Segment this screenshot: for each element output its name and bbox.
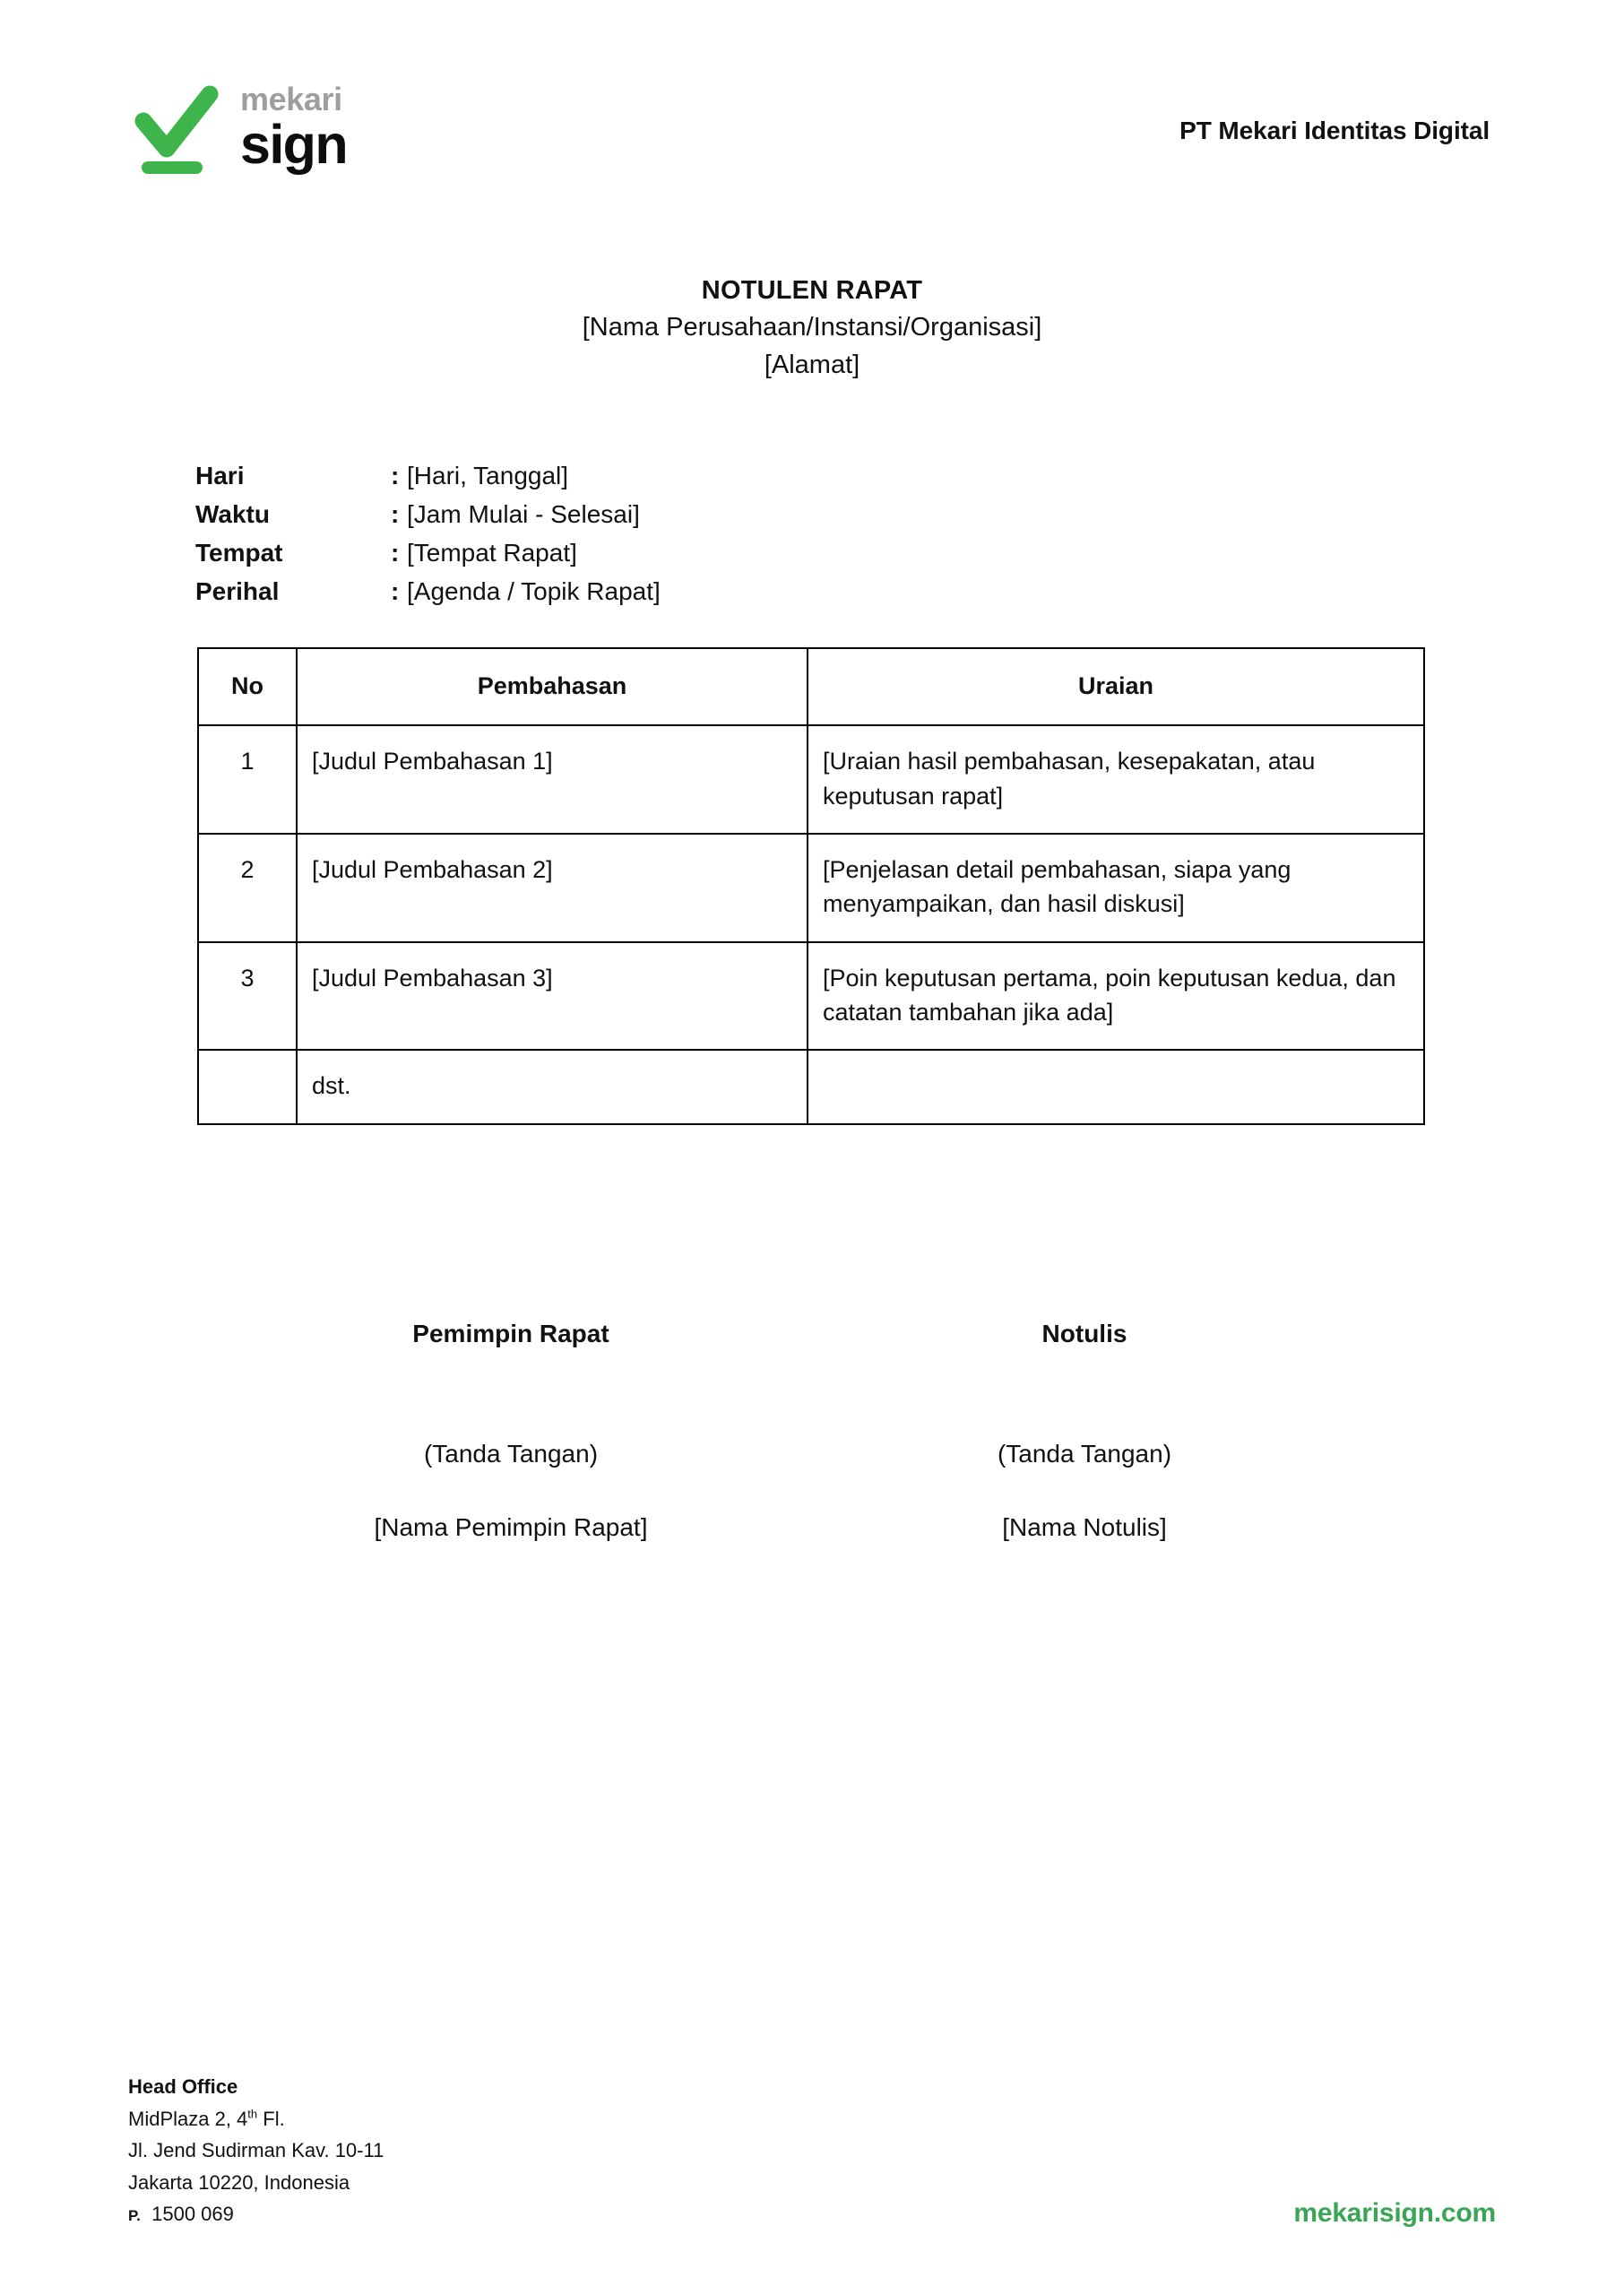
footer-address-line-3: Jakarta 10220, Indonesia (128, 2170, 350, 2194)
footer-address-line-1-post: Fl. (257, 2107, 285, 2130)
footer-address-line-1-pre: MidPlaza 2, 4 (128, 2107, 248, 2130)
table-row (198, 834, 1424, 942)
cell-pembahasan: [Judul Pembahasan 3] (297, 942, 808, 1051)
address-placeholder: [Alamat] (764, 351, 860, 380)
cell-pembahasan: [Judul Pembahasan 2] (297, 834, 808, 942)
footer-address-line-1 (128, 2103, 384, 2135)
signature-name-notulis: [Nama Notulis] (1002, 1512, 1167, 1541)
column-header-no: No (198, 648, 297, 725)
logo-wordmark (240, 82, 347, 177)
page-title: NOTULEN RAPAT (701, 276, 923, 305)
meta-label-perihal: Perihal (195, 577, 280, 605)
footer-office-title: Head Office (128, 2074, 238, 2098)
cell-no: 3 (198, 942, 297, 1051)
table-row (198, 1050, 1424, 1123)
table-row (198, 942, 1424, 1051)
meta-row-hari (195, 462, 1092, 500)
signature-placeholder-pemimpin: (Tanda Tangan) (423, 1440, 599, 1468)
mekari-sign-logo (134, 79, 347, 179)
column-header-uraian: Uraian (808, 648, 1424, 725)
signature-placeholder-notulis: (Tanda Tangan) (997, 1440, 1172, 1468)
meta-label-waktu: Waktu (195, 500, 270, 528)
signature-block-notulis (878, 1318, 1291, 1544)
cell-pembahasan: [Judul Pembahasan 1] (297, 725, 808, 834)
phone-number: 1500 069 (151, 2203, 234, 2226)
meta-label-hari: Hari (195, 462, 245, 489)
logo-word-mekari: mekari (240, 80, 342, 117)
cell-uraian: [Uraian hasil pembahasan, kesepakatan, atau keputusan rapat] (808, 725, 1424, 834)
meta-row-tempat (195, 539, 1092, 577)
meta-colon: : (391, 462, 400, 489)
logo-word-sign: sign (240, 114, 347, 176)
footer-phone (128, 2198, 384, 2230)
meta-colon: : (391, 539, 400, 567)
table-row (198, 725, 1424, 834)
signature-name-pemimpin: [Nama Pemimpin Rapat] (374, 1512, 648, 1541)
meta-colon: : (391, 577, 400, 605)
notulen-table (197, 647, 1425, 1125)
meta-value-hari: [Hari, Tanggal] (407, 462, 569, 489)
green-check-underline-logo (134, 79, 220, 179)
company-name: PT Mekari Identitas Digital (1179, 117, 1490, 144)
cell-no: 2 (198, 834, 297, 942)
cell-pembahasan: dst. (297, 1050, 808, 1123)
phone-label: P. (128, 2207, 141, 2225)
meta-value-tempat: [Tempat Rapat] (407, 539, 577, 567)
signature-role-notulis: Notulis (1041, 1320, 1127, 1347)
signature-role-pemimpin: Pemimpin Rapat (412, 1320, 609, 1347)
cell-uraian (808, 1050, 1424, 1123)
meta-colon: : (391, 500, 400, 528)
meta-value-waktu: [Jam Mulai - Selesai] (407, 500, 640, 528)
column-header-pembahasan: Pembahasan (297, 648, 808, 725)
organization-placeholder: [Nama Perusahaan/Instansi/Organisasi] (582, 313, 1042, 342)
document-header (0, 79, 1624, 195)
footer-address-line-2: Jl. Jend Sudirman Kav. 10-11 (128, 2139, 384, 2162)
ordinal-suffix: th (247, 2107, 258, 2121)
signature-section (0, 1318, 1624, 1544)
cell-no (198, 1050, 297, 1123)
cell-uraian: [Penjelasan detail pembahasan, siapa yang menyampaikan, dan hasil diskusi] (808, 834, 1424, 942)
meta-row-waktu (195, 500, 1092, 539)
signature-block-pemimpin (170, 1318, 851, 1544)
cell-no: 1 (198, 725, 297, 834)
website-link[interactable]: mekarisign.com (1293, 2198, 1496, 2228)
footer-address (128, 2071, 384, 2230)
meta-value-perihal: [Agenda / Topik Rapat] (407, 577, 661, 605)
meta-row-perihal (195, 577, 1092, 616)
meta-label-tempat: Tempat (195, 539, 283, 567)
notulen-table-wrapper (197, 647, 1423, 1125)
title-block (0, 273, 1624, 384)
meeting-details (195, 462, 1092, 616)
cell-uraian: [Poin keputusan pertama, poin keputusan kedua, dan catatan tambahan jika ada] (808, 942, 1424, 1051)
table-header-row (198, 648, 1424, 725)
